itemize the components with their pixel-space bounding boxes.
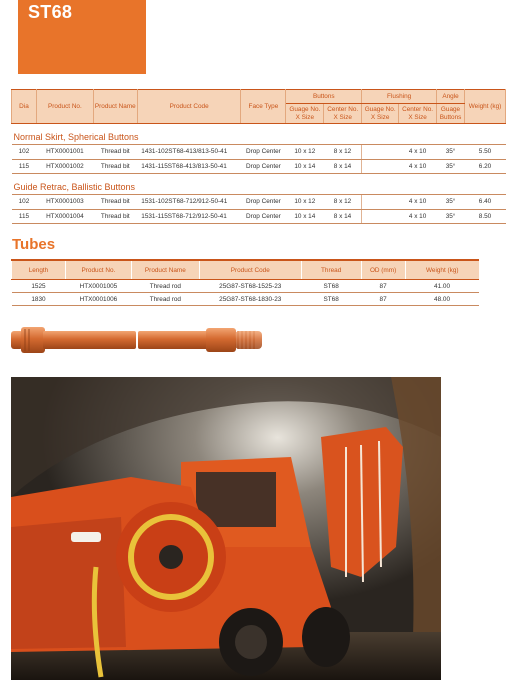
cell-product-name: Thread bit — [93, 195, 137, 210]
tubes-heading: Tubes — [12, 236, 56, 253]
cell-product-name: Thread bit — [93, 145, 137, 160]
col-product-name: Product Name — [131, 260, 199, 280]
col-product-no: Product No. — [65, 260, 131, 280]
col-weight: Weight (kg) — [465, 90, 506, 124]
cell-product-no: HTX0001003 — [36, 195, 93, 210]
col-length: Length — [12, 260, 66, 280]
col-group-flushing: Flushing — [362, 90, 437, 104]
cell-weight: 6.20 — [465, 159, 506, 174]
cell-od: 87 — [361, 280, 405, 293]
cell-buttons-guage: 10 x 14 — [286, 159, 324, 174]
col-flushing-center: Center No. X Size — [399, 104, 437, 124]
col-buttons-guage: Guage No. X Size — [286, 104, 324, 124]
table-row — [12, 293, 480, 306]
cell-weight: 48.00 — [405, 293, 479, 306]
cell-product-no: HTX0001006 — [65, 293, 131, 306]
col-product-name: Product Name — [93, 90, 137, 124]
cell-flushing-center: 4 x 10 — [399, 195, 437, 210]
cell-product-no: HTX0001005 — [65, 280, 131, 293]
cell-buttons-guage: 10 x 14 — [286, 209, 324, 224]
cell-length: 1830 — [12, 293, 66, 306]
col-face-type: Face Type — [241, 90, 286, 124]
cell-weight: 8.50 — [465, 209, 506, 224]
cell-flushing-guage — [362, 145, 399, 160]
cell-weight: 5.50 — [465, 145, 506, 160]
cell-weight: 6.40 — [465, 195, 506, 210]
col-dia: Dia — [12, 90, 37, 124]
cell-face-type: Drop Center — [241, 159, 286, 174]
cell-dia: 115 — [12, 209, 37, 224]
cell-od: 87 — [361, 293, 405, 306]
cell-length: 1525 — [12, 280, 66, 293]
cell-dia: 102 — [12, 145, 37, 160]
cell-buttons-center: 8 x 12 — [324, 195, 362, 210]
cell-product-no: HTX0001002 — [36, 159, 93, 174]
tubes-table — [11, 259, 479, 306]
table-row — [12, 280, 480, 293]
title-banner — [18, 0, 146, 74]
cell-flushing-guage — [362, 209, 399, 224]
col-group-buttons: Buttons — [286, 90, 362, 104]
col-buttons-center: Center No. X Size — [324, 104, 362, 124]
cell-product-code: 1531-102ST68-712/912-50-41 — [137, 195, 241, 210]
section-title: Normal Skirt, Spherical Buttons — [13, 132, 139, 142]
col-product-code: Product Code — [199, 260, 301, 280]
cell-angle: 35° — [437, 159, 465, 174]
thread-rod-icon — [11, 325, 136, 355]
col-flushing-guage: Guage No. X Size — [362, 104, 399, 124]
cell-dia: 102 — [12, 195, 37, 210]
col-od: OD (mm) — [361, 260, 405, 280]
table-row — [12, 195, 506, 210]
col-product-no: Product No. — [36, 90, 93, 124]
table-row — [12, 209, 506, 224]
cell-product-name: Thread bit — [93, 209, 137, 224]
cell-product-name: Thread rod — [131, 280, 199, 293]
col-product-code: Product Code — [137, 90, 241, 124]
table-row — [12, 145, 506, 160]
col-angle-guage: Guage Buttons — [437, 104, 465, 124]
cell-product-no: HTX0001001 — [36, 145, 93, 160]
cell-flushing-guage — [362, 195, 399, 210]
cell-angle: 35° — [437, 195, 465, 210]
thread-bits-table — [11, 89, 506, 224]
cell-product-code: 25G87-ST68-1525-23 — [199, 280, 301, 293]
col-thread: Thread — [301, 260, 361, 280]
cell-dia: 115 — [12, 159, 37, 174]
section-title: Guide Retrac, Ballistic Buttons — [13, 182, 136, 192]
cell-thread: ST68 — [301, 293, 361, 306]
cell-buttons-center: 8 x 12 — [324, 145, 362, 160]
cell-product-name: Thread rod — [131, 293, 199, 306]
col-weight: Weight (kg) — [405, 260, 479, 280]
table-row — [12, 159, 506, 174]
cell-buttons-guage: 10 x 12 — [286, 145, 324, 160]
cell-angle: 35° — [437, 145, 465, 160]
cell-buttons-guage: 10 x 12 — [286, 195, 324, 210]
cell-product-code: 25G87-ST68-1830-23 — [199, 293, 301, 306]
cell-face-type: Drop Center — [241, 195, 286, 210]
cell-face-type: Drop Center — [241, 209, 286, 224]
cell-product-code: 1531-115ST68-712/912-50-41 — [137, 209, 241, 224]
cell-product-code: 1431-115ST68-413/813-50-41 — [137, 159, 241, 174]
col-group-angle: Angle — [437, 90, 465, 104]
cell-flushing-guage — [362, 159, 399, 174]
cell-face-type: Drop Center — [241, 145, 286, 160]
cell-buttons-center: 8 x 14 — [324, 209, 362, 224]
page-title: ST68 — [28, 2, 73, 22]
underground-drill-rig-photo — [11, 377, 441, 680]
cell-flushing-center: 4 x 10 — [399, 159, 437, 174]
cell-weight: 41.00 — [405, 280, 479, 293]
cell-flushing-center: 4 x 10 — [399, 209, 437, 224]
cell-product-code: 1431-102ST68-413/813-50-41 — [137, 145, 241, 160]
cell-angle: 35° — [437, 209, 465, 224]
thread-rod-icon — [138, 325, 262, 355]
cell-flushing-center: 4 x 10 — [399, 145, 437, 160]
cell-thread: ST68 — [301, 280, 361, 293]
cell-product-name: Thread bit — [93, 159, 137, 174]
cell-buttons-center: 8 x 14 — [324, 159, 362, 174]
cell-product-no: HTX0001004 — [36, 209, 93, 224]
